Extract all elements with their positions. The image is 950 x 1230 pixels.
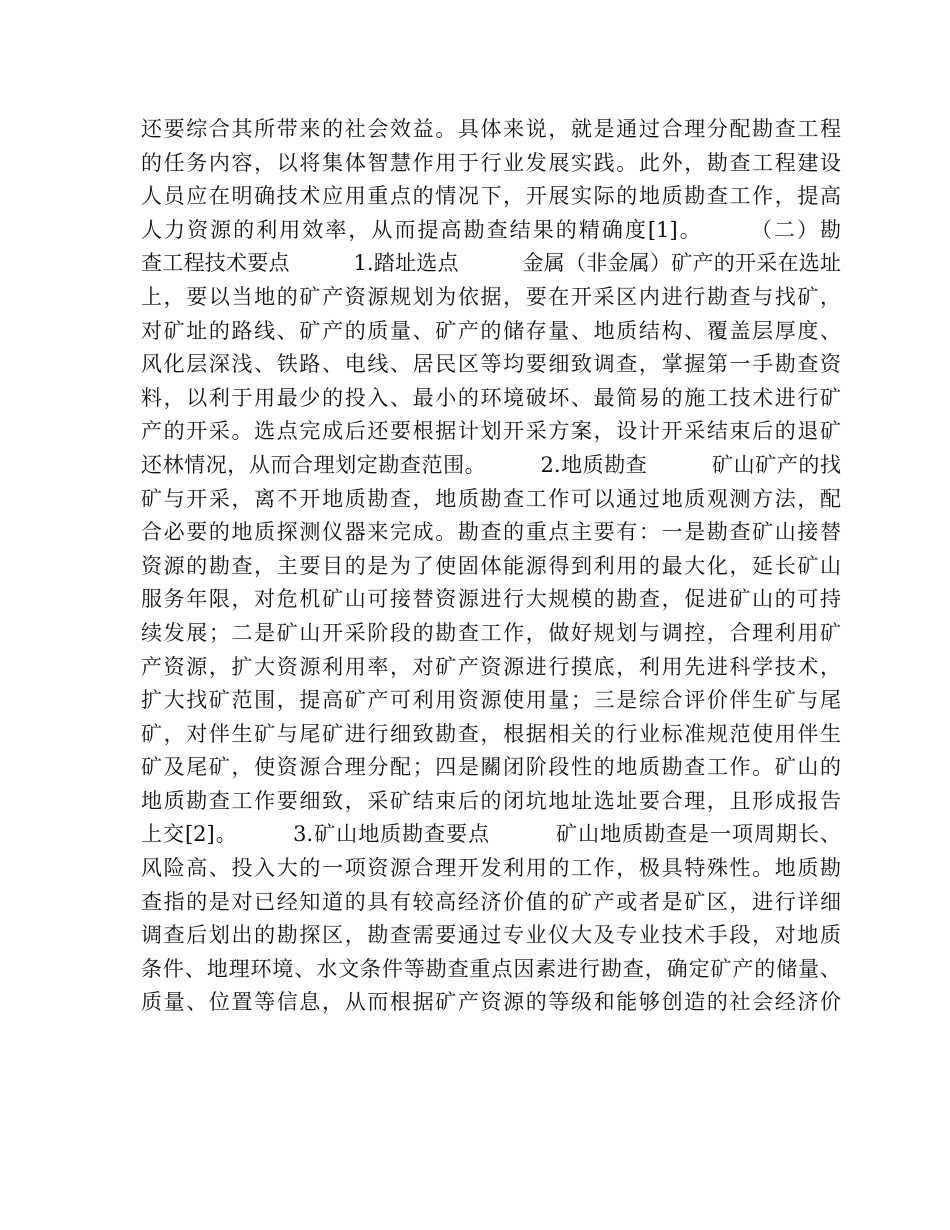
text-line: 扩大找矿范围，提高矿产可利用资源使用量；三是综合评价伴生矿与尾 (141, 688, 841, 713)
text-line: 产资源，扩大资源利用率，对矿产资源进行摸底，利用先进科学技术， (141, 654, 841, 679)
text-line: 还要综合其所带来的社会效益。具体来说，就是通过合理分配勘查工程 (141, 117, 841, 141)
text-line: 还林情况，从而合理划定勘查范围。 2.地质勘查 矿山矿产的找 (141, 452, 841, 477)
text-line: 资源的勘查，主要目的是为了使固体能源得到利用的最大化，延长矿山 (141, 553, 841, 578)
text-line: 的任务内容，以将集体智慧作用于行业发展实践。此外，勘查工程建设 (141, 150, 841, 175)
text-line: 人员应在明确技术应用重点的情况下，开展实际的地质勘查工作，提高 (141, 184, 841, 209)
text-line: 矿与开采，离不开地质勘查，地质勘查工作可以通过地质观测方法，配 (141, 486, 841, 511)
text-line: 上，要以当地的矿产资源规划为依据，要在开采区内进行勘查与找矿， (141, 284, 841, 309)
text-line: 对矿址的路线、矿产的质量、矿产的储存量、地质结构、覆盖层厚度、 (141, 318, 841, 343)
text-line: 人力资源的利用效率，从而提高勘查结果的精确度[1]。 （二）勘 (141, 217, 841, 242)
text-line: 矿，对伴生矿与尾矿进行细致勘查，根据相关的行业标准规范使用伴生 (141, 721, 841, 746)
text-line: 条件、地理环境、水文条件等勘查重点因素进行勘查，确定矿产的储量、 (141, 956, 841, 981)
text-line: 风险高、投入大的一项资源合理开发利用的工作，极具特殊性。地质勘 (141, 856, 841, 881)
text-line: 查工程技术要点 1.踏址选点 金属（非金属）矿产的开采在选址 (141, 251, 841, 276)
text-line: 合必要的地质探测仪器来完成。勘查的重点主要有：一是勘查矿山接替 (141, 520, 841, 545)
text-line: 料，以利于用最少的投入、最小的环境破坏、最简易的施工技术进行矿 (141, 385, 841, 410)
text-line: 地质勘查工作要细致，采矿结束后的闭坑地址选址要合理，且形成报告 (141, 788, 841, 813)
text-line: 产的开采。选点完成后还要根据计划开采方案，设计开采结束后的退矿 (141, 419, 841, 444)
text-line: 矿及尾矿，使资源合理分配；四是關闭阶段性的地质勘查工作。矿山的 (141, 755, 841, 780)
text-line: 服务年限，对危机矿山可接替资源进行大规模的勘查，促进矿山的可持 (141, 587, 841, 612)
text-line: 上交[2]。 3.矿山地质勘查要点 矿山地质勘查是一项周期长、 (141, 822, 841, 847)
text-line: 续发展；二是矿山开采阶段的勘查工作，做好规划与调控，合理利用矿 (141, 620, 841, 645)
text-line: 质量、位置等信息，从而根据矿产资源的等级和能够创造的社会经济价 (141, 990, 841, 1015)
text-line: 风化层深浅、铁路、电线、居民区等均要细致调查，掌握第一手勘查资 (141, 352, 841, 377)
text-line: 调查后划出的勘探区，勘查需要通过专业仪大及专业技术手段，对地质 (141, 923, 841, 948)
body-text (141, 113, 841, 1020)
text-line: 查指的是对已经知道的具有较高经济价值的矿产或者是矿区，进行详细 (141, 889, 841, 914)
